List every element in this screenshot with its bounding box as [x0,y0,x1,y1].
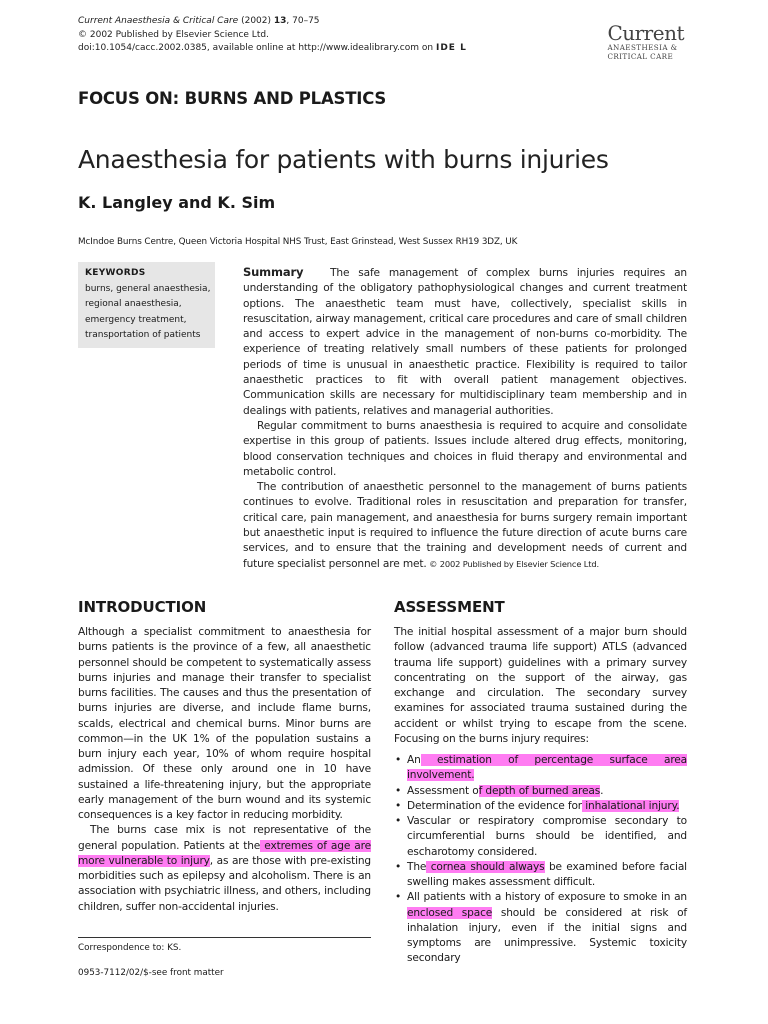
assessment-heading: ASSESSMENT [394,598,505,616]
bullet-item [394,890,687,966]
copyright-line: © 2002 Published by Elsevier Science Ltd. [78,29,269,40]
keyword-line: regional anaesthesia, [85,299,182,309]
keywords-heading: KEYWORDS [85,268,146,278]
highlighted-text: extremes of age are more vulnerable to injury [78,839,371,867]
bullet-icon: • [395,784,402,797]
highlighted-text: inhalational injury. [582,799,680,812]
article-title: Anaesthesia for patients with burns injuries [78,145,609,174]
section-label: FOCUS ON: BURNS AND PLASTICS [78,89,387,108]
journal-name: Current Anaesthesia & Critical Care [78,16,239,26]
highlighted-text: f depth of burned areas [478,784,601,797]
body-text: . [600,784,604,797]
keyword-line: transportation of patients [85,330,201,340]
summary-heading: Summary [243,265,304,279]
highlighted-text: estimation of percentage surface area involvement. [407,754,687,782]
citation-volume: 13 [273,16,287,26]
author-affiliation: McIndoe Burns Centre, Queen Victoria Hospital NHS Trust, East Grinstead, West Sussex RH19 3DZ, UK [78,237,518,247]
bullet-item [394,799,687,814]
introduction-body [78,625,371,915]
keyword-line: burns, general anaesthesia, [85,283,211,294]
citation-line [78,15,467,29]
introduction-heading: INTRODUCTION [78,598,207,616]
summary-text: The safe management of complex burns injuries requires an understanding of the obligatory pathophysiological changes and current treatment options. The anaesthetic team must have, collectively, specialist skills in resuscitation, airway management, critical care procedures and care of small children and access to expert advice in the management of non-burns co-morbidity. The experience of treating relatively small numbers of these patients for prolonged periods of time is unusual in anaesthetic practice. Flexibility is required to tailor anaesthetic practices to fit with overall patient management objectives. Communication skills are necessary for multidisciplinary team membership and in dealings with patients, relatives and managerial authorities. [243,267,687,417]
bullet-item [394,753,687,784]
logo-line-1: ANAESTHESIA & [607,43,678,52]
article-authors: K. Langley and K. Sim [78,193,276,212]
body-text: The [407,860,427,873]
bullet-item [394,784,687,799]
footnote-divider [78,937,371,938]
ideal-logo: IDE L [435,43,467,53]
citation-pages: , 70–75 [286,16,320,26]
body-text: Assessment o [407,784,479,797]
highlighted-text: enclosed space [407,906,493,919]
doi-line [78,42,467,56]
keyword-line: emergency treatment, [85,314,187,325]
summary-text: The contribution of anaesthetic personnel to the management of burns patients continues to evolve. Traditional roles in resuscitation and preparation for transfer, critical care, pain management, and anaesthesia for burns surgery remain important but anaesthetic input is required to influence the future direction of acute burns care services, and to ensure that the training and development needs of current and future specialist personnel are met. [243,481,687,570]
bullet-item [394,814,687,860]
logo-line-2: CRITICAL CARE [607,52,674,61]
body-text: All patients with a history of exposure to smoke in an [407,891,687,904]
citation-year: (2002) [238,16,274,26]
abstract-summary [243,265,687,572]
assessment-body [394,625,687,967]
summary-paragraph [243,265,687,419]
body-text: Determination of the evidence for [407,799,582,812]
summary-paragraph: Regular commitment to burns anaesthesia is required to acquire and consolidate expertise in this group of patients. Issues include altered drug effects, monitoring, blood conservation techniques and choices in fluid therapy and environmental and metabolic control. [243,419,687,478]
body-paragraph: The initial hospital assessment of a major burn should follow (advanced trauma life support) ATLS (advanced trauma life support) guidelines with a primary survey concentrating on the support of the airway, gas exchange and circulation. The secondary survey examines for associated trauma sustained during the accident or whilst trying to escape from the scene. Focusing on the burns injury requires: [394,626,687,745]
body-text: An [407,754,421,766]
bullet-icon: • [395,860,402,873]
body-text: The burns case mix is not representative of the general population. Patients at the [78,824,371,852]
body-text: , as are those with pre-existing morbidities such as epilepsy and alcoholism. There is an association with psychiatric illness, and others, including children, suffer non-accidental injuries. [78,854,371,913]
doi-text: doi:10.1054/cacc.2002.0385, available online at http://www.idealibrary.com on [78,43,434,53]
issn-line: 0953-7112/02/$-see front matter [78,968,224,978]
body-paragraph: Although a specialist commitment to anaesthesia for burns patients is the province of a few, all anaesthetic personnel should be competent to systematically assess burns injuries and manage their transfer to specialist burns facilities. The causes and thus the presentation of burns injuries are diverse, and include flame burns, scalds, electrical and chemical burns. Minor burns are common—in the UK 1% of the population sustains a burn injury each year, 10% of whom require hospital admission. Of these only around one in 10 have sustained a life-threatening injury, but the appropriate early management of the burn wound and its systemic consequences is a key factor in reducing morbidity. [78,626,371,821]
keywords-box [78,262,215,348]
summary-paragraph [243,480,687,572]
correspondence-note: Correspondence to: KS. [78,943,182,953]
assessment-bullet-list [394,753,687,967]
bullet-icon: • [395,799,402,812]
body-paragraph [78,823,371,915]
journal-logo [607,23,684,61]
highlighted-text: cornea should always [426,860,545,873]
journal-citation [78,15,467,56]
bullet-item [394,860,687,891]
logo-wordmark: Current [607,21,684,45]
bullet-icon: • [395,891,402,904]
summary-copyright: © 2002 Published by Elsevier Science Ltd. [426,558,599,569]
body-text: should be considered at risk of inhalation injury, even if the initial signs and symptoms are unimpressive. Systemic toxicity secondary [407,906,687,965]
body-text: Vascular or respiratory compromise secondary to circumferential burns should be identified, and escharotomy considered. [407,815,687,858]
body-text: be examined before facial swelling makes assessment difficult. [407,860,687,888]
bullet-icon: • [395,754,402,766]
bullet-icon: • [395,815,402,827]
